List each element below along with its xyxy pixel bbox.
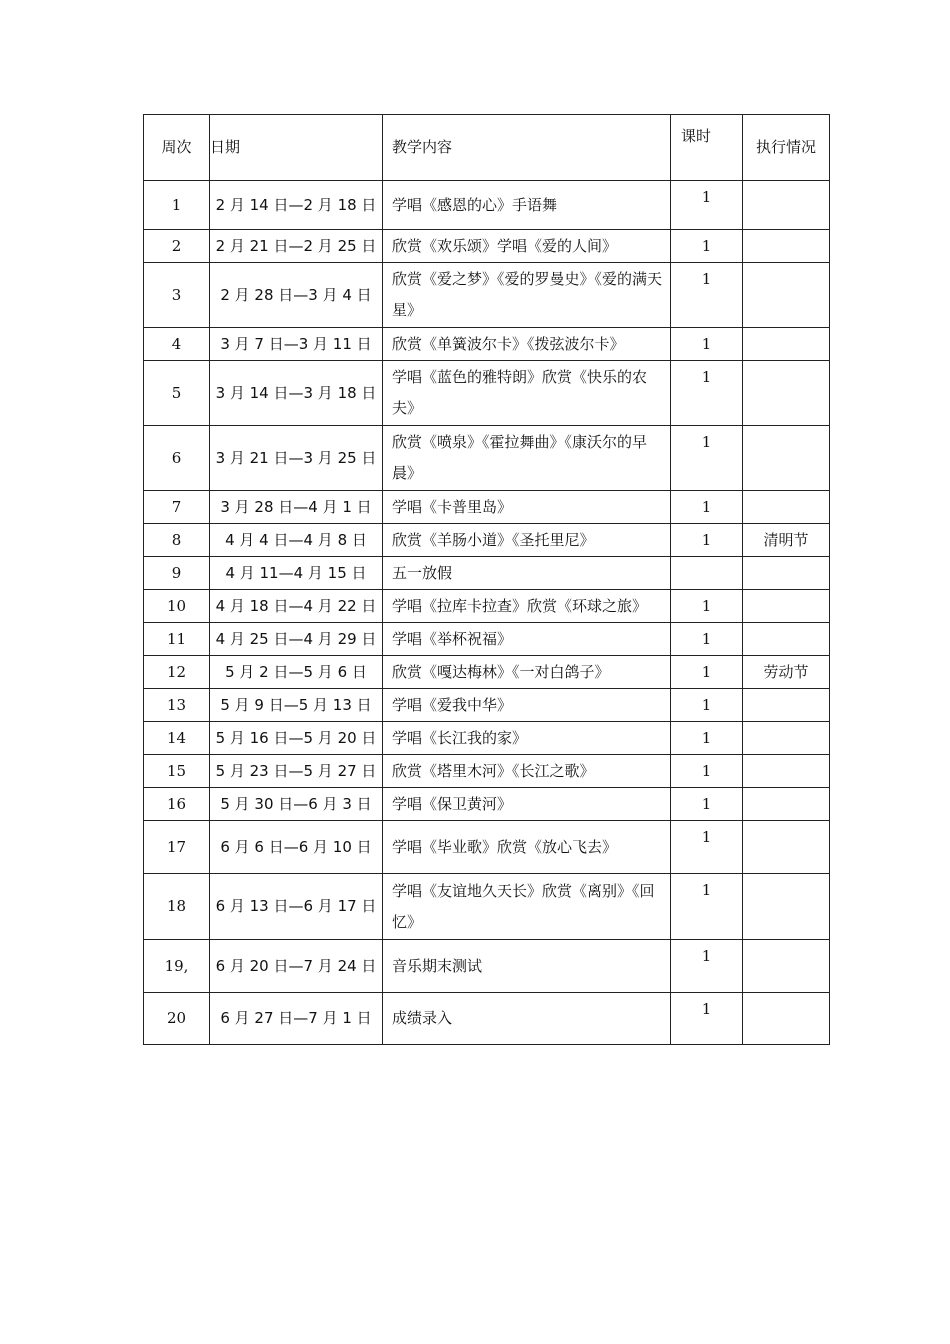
header-content: 教学内容: [383, 115, 671, 181]
table-row: [144, 590, 830, 623]
status-cell: 清明节: [743, 524, 830, 557]
status-cell: [743, 181, 830, 230]
content-cell: 欣赏《爱之梦》《爱的罗曼史》《爱的满天星》: [383, 263, 671, 328]
status-cell: [743, 557, 830, 590]
status-cell: [743, 874, 830, 940]
week-cell: 7: [144, 491, 210, 524]
header-row: [144, 115, 830, 181]
week-cell: 10: [144, 590, 210, 623]
hours-cell: 1: [671, 263, 743, 328]
content-cell: 学唱《卡普里岛》: [383, 491, 671, 524]
content-cell: 学唱《长江我的家》: [383, 722, 671, 755]
table-row: [144, 557, 830, 590]
table-row: [144, 788, 830, 821]
week-cell: 19,: [144, 940, 210, 993]
content-cell: 学唱《感恩的心》手语舞: [383, 181, 671, 230]
date-cell: 5 月 2 日—5 月 6 日: [210, 656, 383, 689]
hours-cell: 1: [671, 874, 743, 940]
content-cell: 学唱《毕业歌》欣赏《放心飞去》: [383, 821, 671, 874]
status-cell: [743, 993, 830, 1045]
week-cell: 18: [144, 874, 210, 940]
hours-cell: 1: [671, 426, 743, 491]
week-cell: 13: [144, 689, 210, 722]
week-cell: 8: [144, 524, 210, 557]
date-cell: 3 月 7 日—3 月 11 日: [210, 328, 383, 361]
date-cell: 3 月 14 日—3 月 18 日: [210, 361, 383, 426]
week-cell: 17: [144, 821, 210, 874]
table-row: [144, 755, 830, 788]
status-cell: [743, 230, 830, 263]
hours-cell: 1: [671, 328, 743, 361]
table-row: [144, 361, 830, 426]
teaching-schedule-table: [143, 114, 830, 1045]
week-cell: 3: [144, 263, 210, 328]
table-row: [144, 623, 830, 656]
table-row: [144, 328, 830, 361]
status-cell: [743, 755, 830, 788]
hours-cell: 1: [671, 940, 743, 993]
status-cell: [743, 788, 830, 821]
table-row: [144, 181, 830, 230]
date-cell: 4 月 11—4 月 15 日: [210, 557, 383, 590]
table-row: [144, 230, 830, 263]
week-cell: 20: [144, 993, 210, 1045]
table-row: [144, 656, 830, 689]
content-cell: 欣赏《喷泉》《霍拉舞曲》《康沃尔的早晨》: [383, 426, 671, 491]
content-cell: 成绩录入: [383, 993, 671, 1045]
content-cell: 欣赏《嘎达梅林》《一对白鸽子》: [383, 656, 671, 689]
date-cell: 2 月 14 日—2 月 18 日: [210, 181, 383, 230]
hours-cell: [671, 557, 743, 590]
header-hours: 课时: [671, 115, 743, 181]
status-cell: [743, 940, 830, 993]
status-cell: [743, 263, 830, 328]
week-cell: 15: [144, 755, 210, 788]
date-cell: 6 月 27 日—7 月 1 日: [210, 993, 383, 1045]
status-cell: [743, 491, 830, 524]
content-cell: 学唱《拉库卡拉查》欣赏《环球之旅》: [383, 590, 671, 623]
status-cell: [743, 328, 830, 361]
hours-cell: 1: [671, 230, 743, 263]
table-row: [144, 821, 830, 874]
header-week: 周次: [144, 115, 210, 181]
week-cell: 2: [144, 230, 210, 263]
hours-cell: 1: [671, 656, 743, 689]
date-cell: 5 月 16 日—5 月 20 日: [210, 722, 383, 755]
hours-cell: 1: [671, 590, 743, 623]
content-cell: 音乐期末测试: [383, 940, 671, 993]
table-row: [144, 993, 830, 1045]
date-cell: 4 月 4 日—4 月 8 日: [210, 524, 383, 557]
date-cell: 6 月 13 日—6 月 17 日: [210, 874, 383, 940]
content-cell: 欣赏《塔里木河》《长江之歌》: [383, 755, 671, 788]
content-cell: 欣赏《羊肠小道》《圣托里尼》: [383, 524, 671, 557]
header-date: 日期: [210, 115, 383, 181]
week-cell: 5: [144, 361, 210, 426]
table-row: [144, 426, 830, 491]
week-cell: 1: [144, 181, 210, 230]
table-row: [144, 940, 830, 993]
status-cell: [743, 361, 830, 426]
date-cell: 3 月 28 日—4 月 1 日: [210, 491, 383, 524]
date-cell: 3 月 21 日—3 月 25 日: [210, 426, 383, 491]
hours-cell: 1: [671, 821, 743, 874]
date-cell: 6 月 20 日—7 月 24 日: [210, 940, 383, 993]
date-cell: 5 月 30 日—6 月 3 日: [210, 788, 383, 821]
date-cell: 4 月 25 日—4 月 29 日: [210, 623, 383, 656]
content-cell: 学唱《友谊地久天长》欣赏《离别》《回忆》: [383, 874, 671, 940]
date-cell: 5 月 9 日—5 月 13 日: [210, 689, 383, 722]
date-cell: 6 月 6 日—6 月 10 日: [210, 821, 383, 874]
date-cell: 4 月 18 日—4 月 22 日: [210, 590, 383, 623]
hours-cell: 1: [671, 755, 743, 788]
table-row: [144, 874, 830, 940]
status-cell: [743, 689, 830, 722]
status-cell: [743, 426, 830, 491]
week-cell: 6: [144, 426, 210, 491]
hours-cell: 1: [671, 361, 743, 426]
week-cell: 9: [144, 557, 210, 590]
content-cell: 欣赏《单簧波尔卡》《拨弦波尔卡》: [383, 328, 671, 361]
table-row: [144, 524, 830, 557]
content-cell: 学唱《保卫黄河》: [383, 788, 671, 821]
table-row: [144, 722, 830, 755]
hours-cell: 1: [671, 181, 743, 230]
content-cell: 学唱《爱我中华》: [383, 689, 671, 722]
table-row: [144, 491, 830, 524]
table-row: [144, 263, 830, 328]
week-cell: 4: [144, 328, 210, 361]
week-cell: 12: [144, 656, 210, 689]
hours-cell: 1: [671, 722, 743, 755]
content-cell: 五一放假: [383, 557, 671, 590]
table-row: [144, 689, 830, 722]
header-status: 执行情况: [743, 115, 830, 181]
hours-cell: 1: [671, 524, 743, 557]
date-cell: 2 月 21 日—2 月 25 日: [210, 230, 383, 263]
content-cell: 学唱《举杯祝福》: [383, 623, 671, 656]
status-cell: [743, 821, 830, 874]
date-cell: 2 月 28 日—3 月 4 日: [210, 263, 383, 328]
status-cell: [743, 722, 830, 755]
status-cell: 劳动节: [743, 656, 830, 689]
status-cell: [743, 623, 830, 656]
hours-cell: 1: [671, 491, 743, 524]
content-cell: 欣赏《欢乐颂》学唱《爱的人间》: [383, 230, 671, 263]
week-cell: 16: [144, 788, 210, 821]
status-cell: [743, 590, 830, 623]
date-cell: 5 月 23 日—5 月 27 日: [210, 755, 383, 788]
hours-cell: 1: [671, 689, 743, 722]
week-cell: 14: [144, 722, 210, 755]
content-cell: 学唱《蓝色的雅特朗》欣赏《快乐的农夫》: [383, 361, 671, 426]
week-cell: 11: [144, 623, 210, 656]
table-body: [144, 115, 830, 1045]
hours-cell: 1: [671, 993, 743, 1045]
hours-cell: 1: [671, 788, 743, 821]
hours-cell: 1: [671, 623, 743, 656]
